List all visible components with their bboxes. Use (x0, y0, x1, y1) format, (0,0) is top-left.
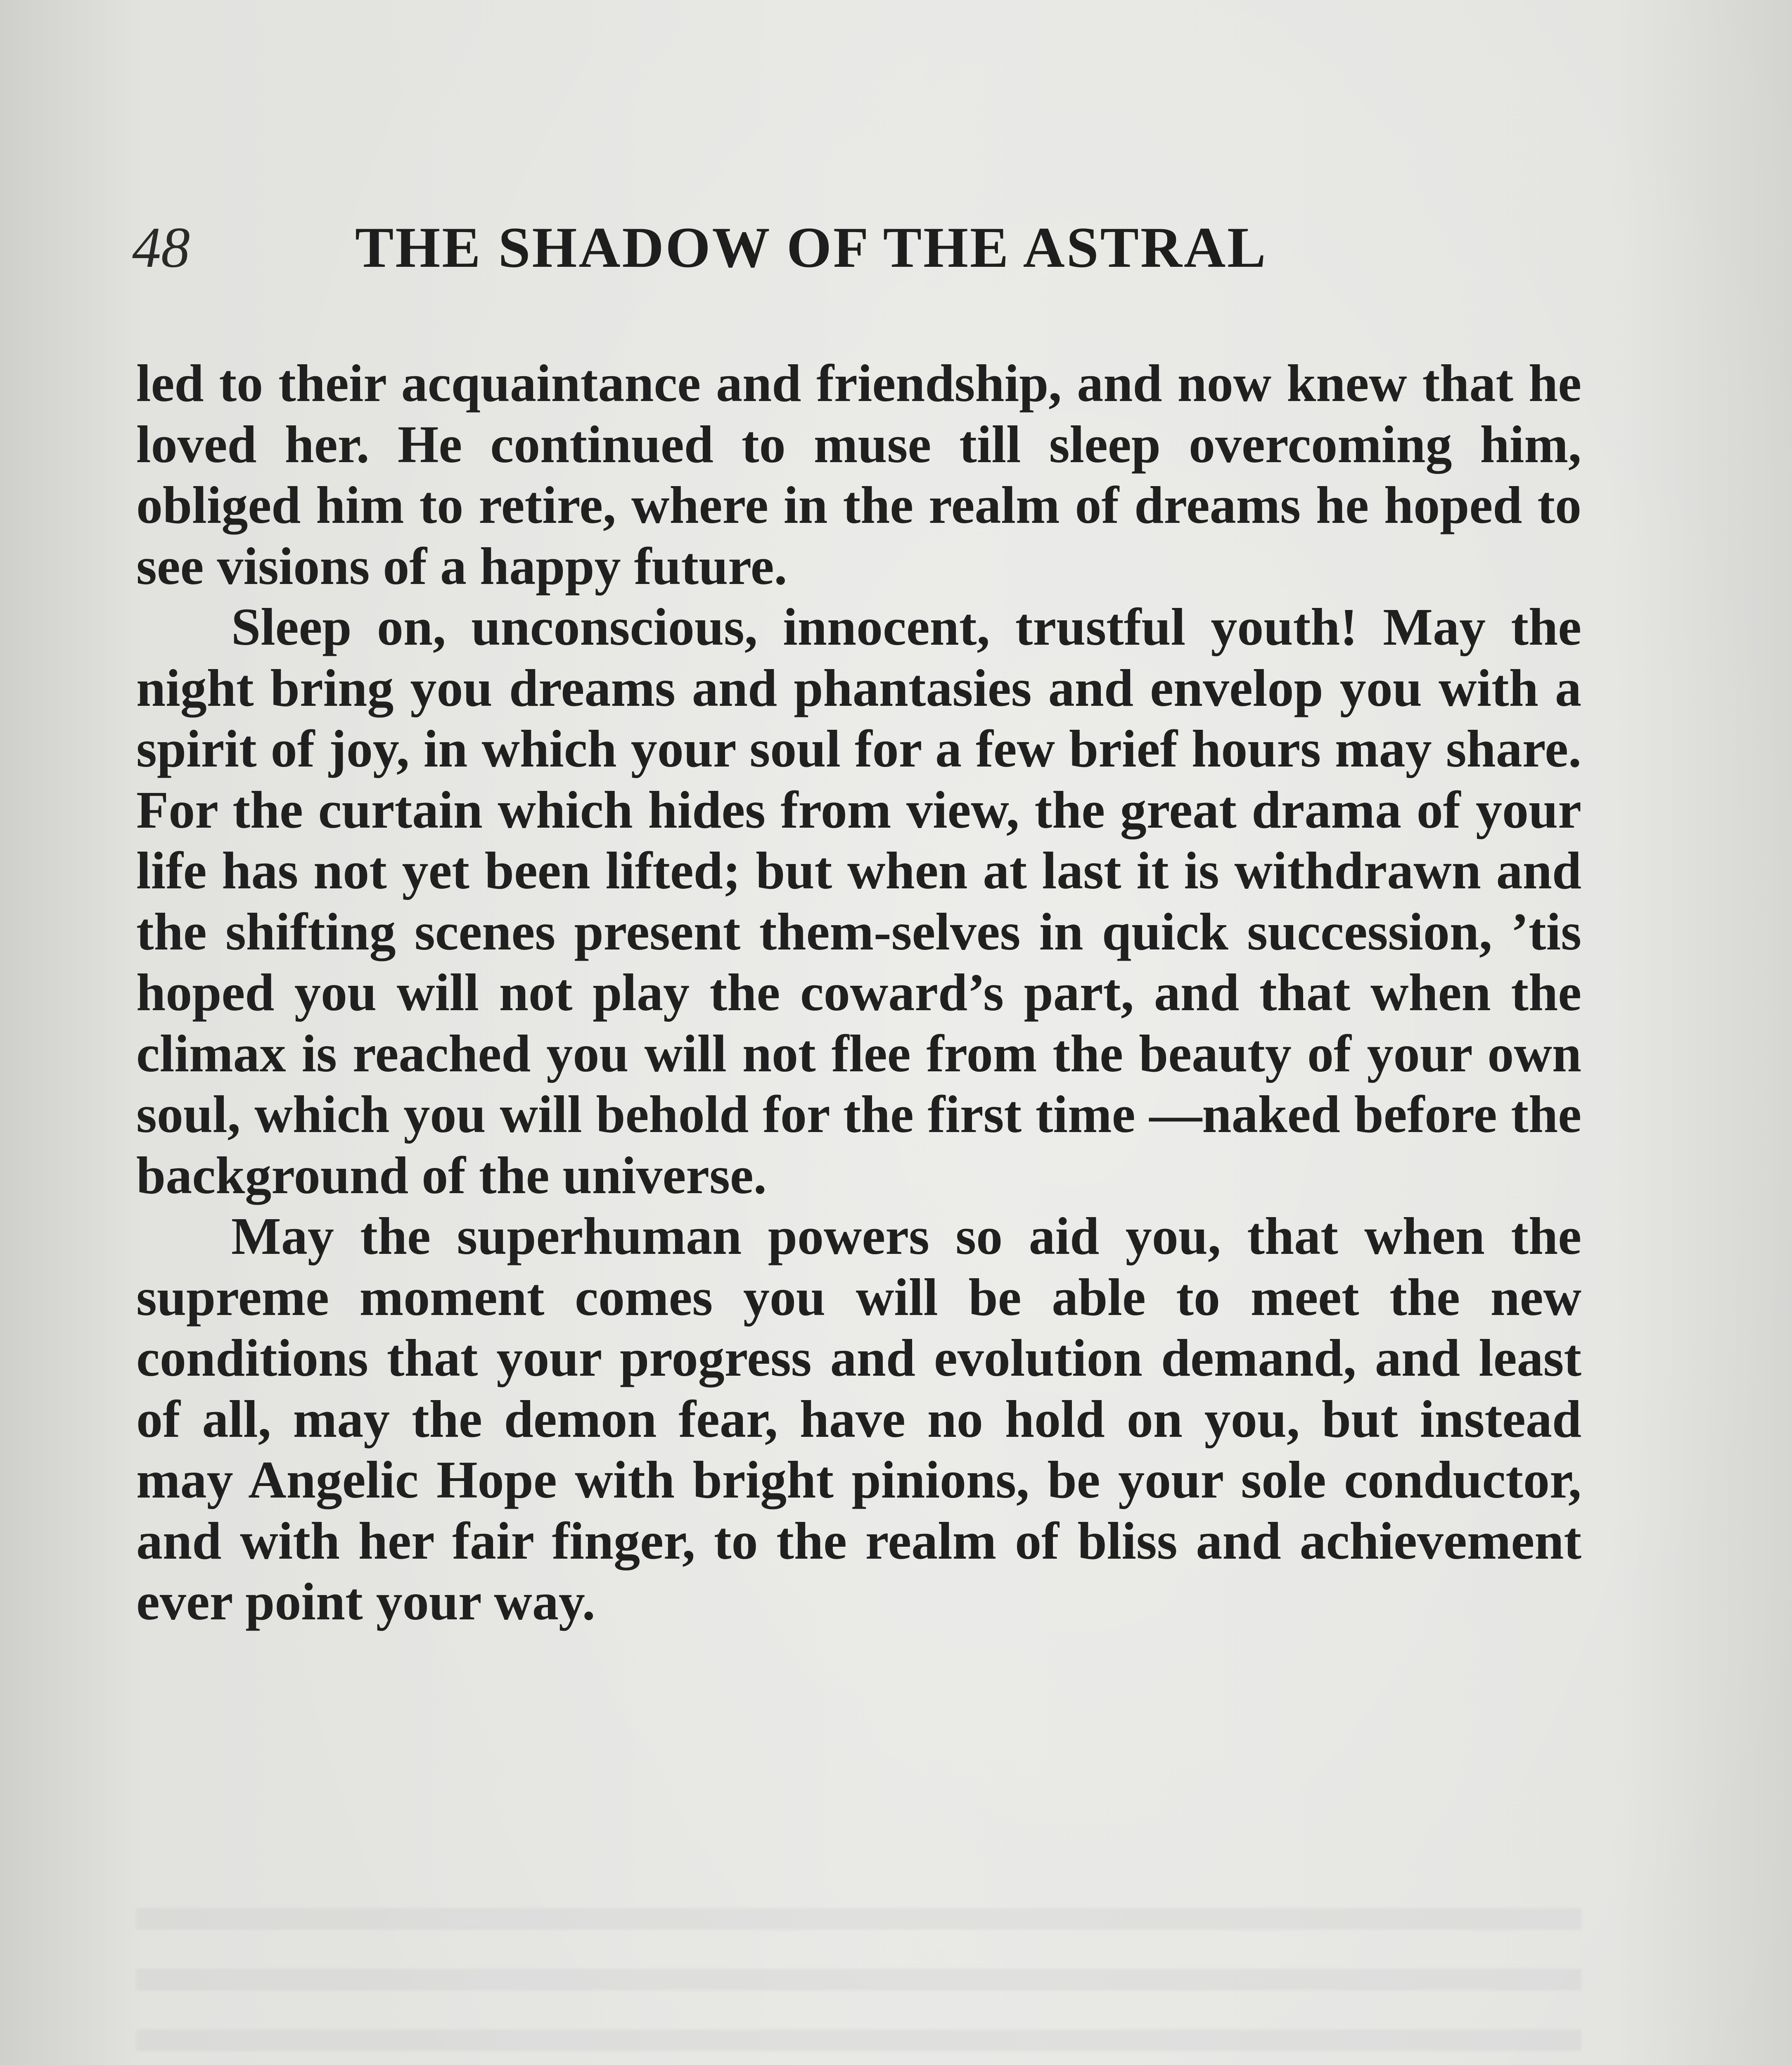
show-through-texture (136, 1883, 1581, 2065)
body-text (136, 353, 1581, 1633)
paragraph-1: led to their acquaintance and friendship, and now knew that he loved her. He continued to muse till sleep overcoming him, obliged him to retire, where in the realm of dreams he hoped to see visions of a happy future. (136, 354, 1581, 596)
running-title: THE SHADOW OF THE ASTRAL (355, 216, 1268, 280)
page-number: 48 (132, 216, 190, 280)
paragraph-3: May the superhuman powers so aid you, that when the supreme moment comes you will be able to meet the new conditions that your progress and evolution demand, and least of all, may the demon fear, have no hold on you, but instead may Angelic Hope with bright pinions, be your sole conductor, and with her fair finger, to the realm of bliss and achievement ever point your way. (136, 1207, 1581, 1631)
page-header (132, 206, 1586, 289)
paragraph-2: Sleep on, unconscious, innocent, trustful youth! May the night bring you dreams and phantasies and envelop you with a spirit of joy, in which your soul for a few brief hours may share. For the curtain which hides from view, the great drama of your life has not yet been lifted; but when at last it is withdrawn and the shifting scenes present them-selves in quick succession, ’tis hoped you will not play the coward’s part, and that when the climax is reached you will not flee from the beauty of your own soul, which you will behold for the first time —naked before the background of the universe. (136, 598, 1581, 1205)
